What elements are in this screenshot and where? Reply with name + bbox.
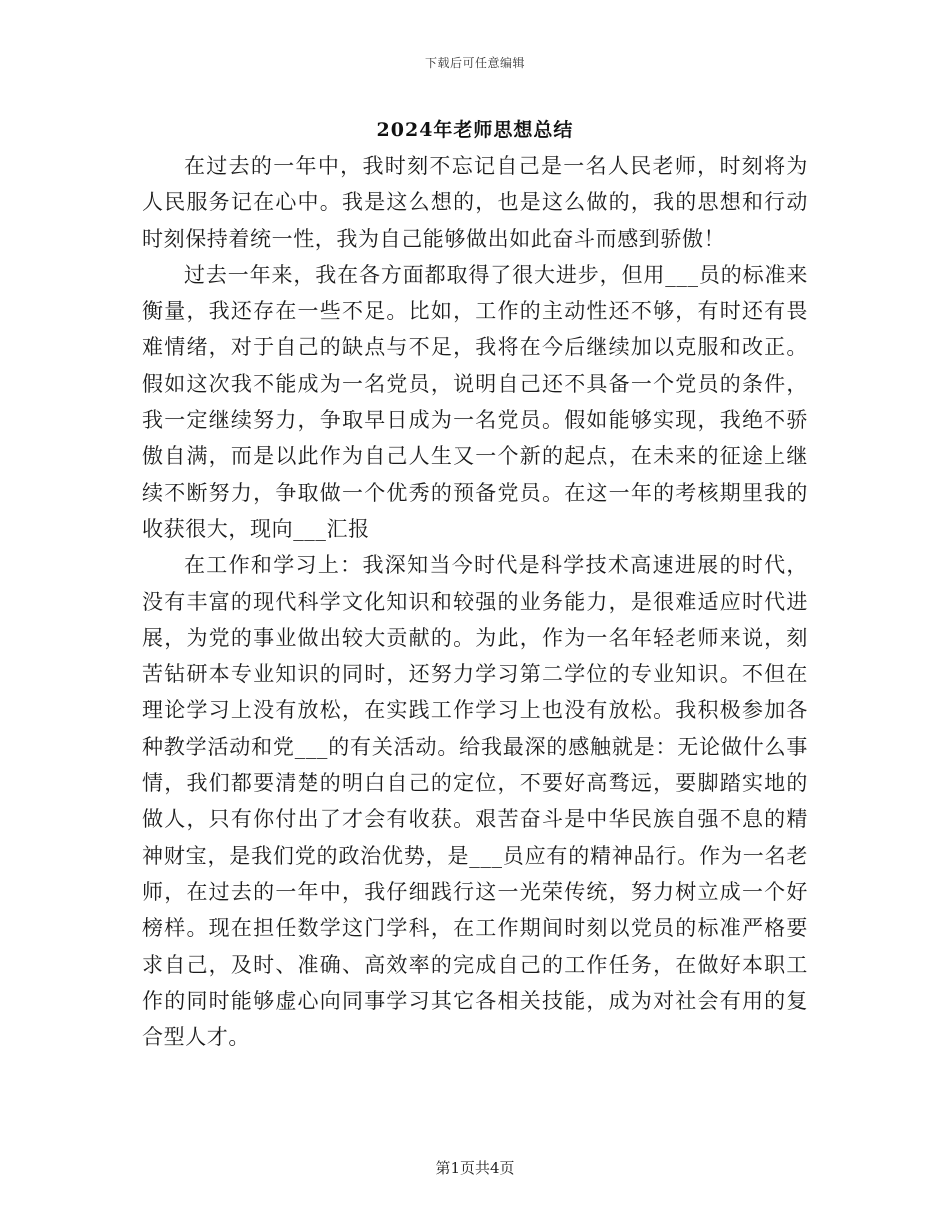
paragraph-2: 过去一年来，我在各方面都取得了很大进步，但用___员的标准来衡量，我还存在一些不足。比如，工作的主动性还不够，有时还有畏难情绪，对于自己的缺点与不足，我将在今后继续加以克服和改正。假如这次我不能成为一名党员，说明自己还不具备一个党员的条件，我一定继续努力，争取早日成为一名党员。假如能够实现，我绝不骄傲自满，而是以此作为自己人生又一个新的起点，在未来的征途上继续不断努力，争取做一个优秀的预备党员。在这一年的考核期里我的收获很大，现向___汇报 xyxy=(142,262,808,541)
header-note: 下载后可任意编辑 xyxy=(424,56,525,70)
paragraph-3: 在工作和学习上：我深知当今时代是科学技术高速进展的时代，没有丰富的现代科学文化知识和较强的业务能力，是很难适应时代进展，为党的事业做出较大贡献的。为此，作为一名年轻老师来说，刻苦钻研本专业知识的同时，还努力学习第二学位的专业知识。不但在理论学习上没有放松，在实践工作学习上也没有放松。我积极参加各种教学活动和党___的有关活动。给我最深的感触就是：无论做什么事情，我们都要清楚的明白自己的定位，不要好高骛远，要脚踏实地的做人，只有你付出了才会有收获。艰苦奋斗是中华民族自强不息的精神财宝，是我们党的政治优势，是___员应有的精神品行。作为一名老师，在过去的一年中，我仔细践行这一光荣传统，努力树立成一个好榜样。现在担任数学这门学科，在工作期间时刻以党员的标准严格要求自己，及时、准确、高效率的完成自己的工作任务，在做好本职工作的同时能够虚心向同事学习其它各相关技能，成为对社会有用的复合型人才。 xyxy=(142,553,808,1050)
paragraph-1: 在过去的一年中，我时刻不忘记自己是一名人民老师，时刻将为人民服务记在心中。我是这么想的，也是这么做的，我的思想和行动时刻保持着统一性，我为自己能够做出如此奋斗而感到骄傲！ xyxy=(142,154,808,251)
document-title: 2024年老师思想总结 xyxy=(376,119,574,141)
page-footer: 第1页共4页 xyxy=(435,1159,515,1177)
document-body xyxy=(142,148,808,1055)
